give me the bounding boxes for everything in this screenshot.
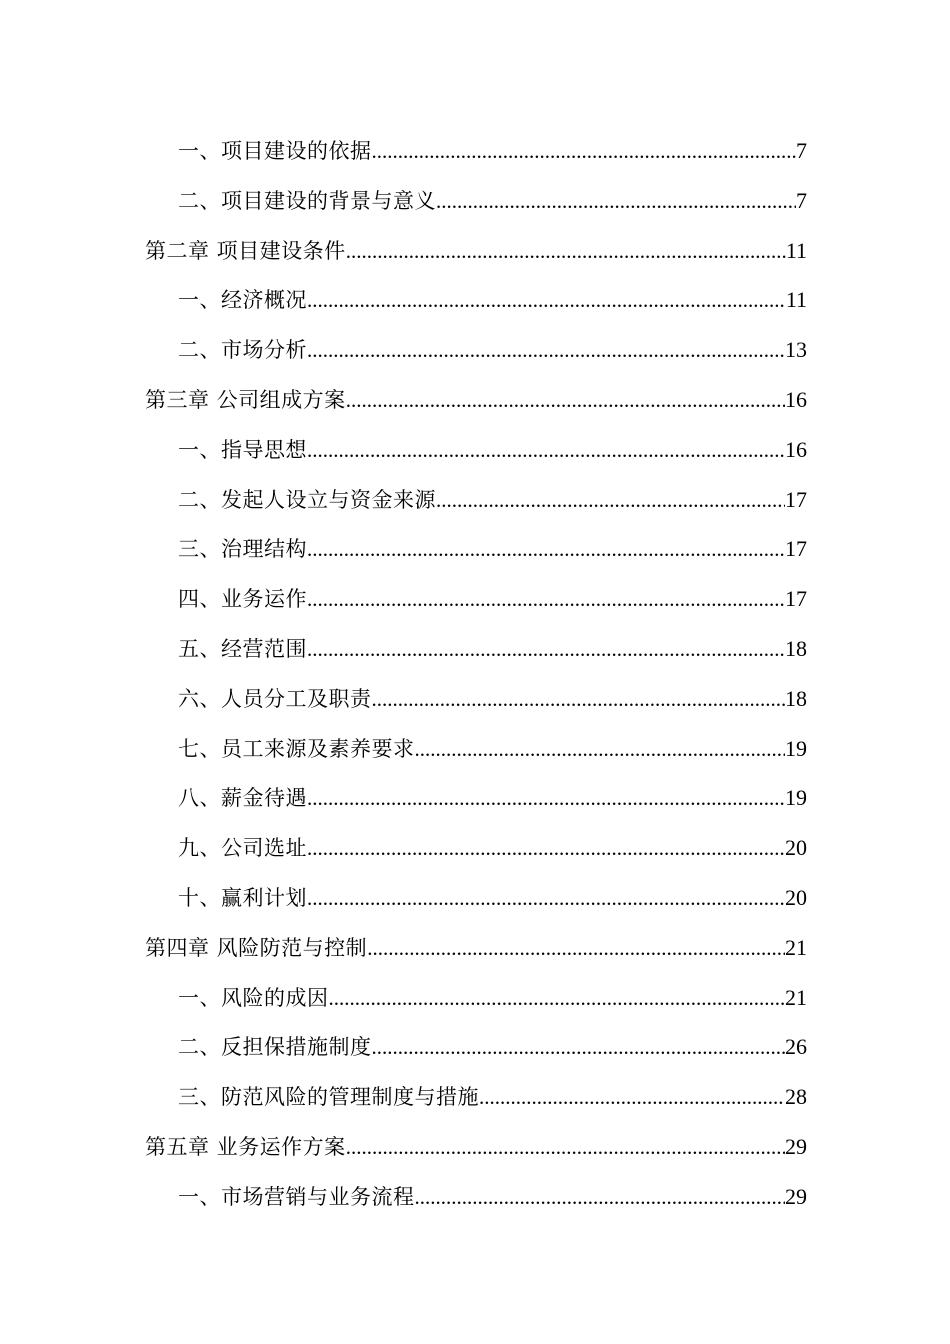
toc-entry-title: 第三章 公司组成方案 — [145, 387, 346, 412]
toc-entry-page: 26 — [785, 1034, 807, 1060]
toc-entry[interactable] — [145, 674, 807, 724]
toc-entry-page: 19 — [785, 735, 807, 761]
toc-entry[interactable] — [145, 1122, 807, 1172]
toc-entry[interactable] — [145, 624, 807, 674]
toc-entry-page: 16 — [785, 386, 807, 412]
toc-entry[interactable] — [145, 524, 807, 574]
toc-entry-title: 第二章 项目建设条件 — [145, 238, 346, 263]
toc-entry[interactable] — [145, 724, 807, 774]
toc-leader-dots — [436, 177, 796, 227]
toc-entry[interactable] — [145, 126, 807, 176]
toc-entry-page: 16 — [785, 436, 807, 462]
toc-entry-page: 21 — [785, 984, 807, 1010]
toc-entry[interactable] — [145, 1072, 807, 1122]
toc-leader-dots — [307, 625, 785, 675]
toc-entry[interactable] — [145, 226, 807, 276]
toc-entry-title: 四、业务运作 — [178, 587, 307, 612]
toc-entry[interactable] — [145, 425, 807, 475]
toc-entry-title: 三、防范风险的管理制度与措施 — [178, 1085, 479, 1110]
toc-entry-page: 11 — [785, 237, 807, 263]
toc-entry[interactable] — [145, 475, 807, 525]
toc-entry-page: 28 — [785, 1084, 807, 1110]
toc-entry-page: 7 — [796, 138, 807, 163]
toc-entry-page: 13 — [785, 337, 807, 363]
toc-entry-title: 十、赢利计划 — [178, 885, 307, 910]
toc-leader-dots — [479, 1073, 785, 1123]
toc-leader-dots — [307, 774, 785, 824]
toc-entry[interactable] — [145, 375, 807, 425]
toc-leader-dots — [367, 924, 785, 974]
toc-entry[interactable] — [145, 873, 807, 923]
toc-leader-dots — [346, 227, 786, 277]
toc-entry-title: 七、员工来源及素养要求 — [178, 736, 415, 761]
toc-entry-page: 17 — [785, 586, 807, 612]
toc-entry-page: 21 — [785, 934, 807, 960]
toc-leader-dots — [307, 326, 785, 376]
toc-entry-title: 第四章 风险防范与控制 — [145, 935, 368, 960]
toc-leader-dots — [415, 725, 786, 775]
toc-leader-dots — [307, 276, 786, 326]
toc-entry-page: 20 — [785, 884, 807, 910]
toc-entry-page: 20 — [785, 835, 807, 861]
toc-entry-title: 二、项目建设的背景与意义 — [178, 188, 436, 213]
toc-entry-page: 18 — [785, 685, 807, 711]
toc-entry[interactable] — [145, 1022, 807, 1072]
toc-leader-dots — [329, 974, 786, 1024]
toc-entry[interactable] — [145, 325, 807, 375]
toc-entry-page: 7 — [796, 187, 807, 213]
toc-entry-page: 29 — [785, 1133, 807, 1159]
toc-entry-title: 八、薪金待遇 — [178, 786, 307, 811]
toc-leader-dots — [372, 1023, 786, 1073]
toc-entry-page: 29 — [785, 1183, 807, 1209]
toc-leader-dots — [307, 525, 785, 575]
toc-entry-title: 五、经营范围 — [178, 636, 307, 661]
toc-entry[interactable] — [145, 923, 807, 973]
toc-entry[interactable] — [145, 773, 807, 823]
toc-entry-page: 17 — [785, 536, 807, 562]
toc-entry-title: 二、市场分析 — [178, 338, 307, 363]
toc-leader-dots — [307, 426, 785, 476]
toc-leader-dots — [307, 575, 785, 625]
table-of-contents — [145, 126, 807, 1222]
toc-leader-dots — [307, 874, 785, 924]
toc-leader-dots — [415, 1173, 786, 1223]
toc-leader-dots — [372, 675, 786, 725]
toc-leader-dots — [346, 376, 785, 426]
toc-entry-title: 第五章 业务运作方案 — [145, 1134, 346, 1159]
toc-entry-title: 一、风险的成因 — [178, 985, 329, 1010]
toc-entry[interactable] — [145, 973, 807, 1023]
toc-entry-title: 一、项目建设的依据 — [178, 139, 372, 163]
toc-entry-page: 18 — [785, 635, 807, 661]
toc-leader-dots — [372, 127, 797, 177]
toc-entry-title: 九、公司选址 — [178, 836, 307, 861]
toc-entry-title: 二、发起人设立与资金来源 — [178, 487, 436, 512]
toc-leader-dots — [346, 1123, 785, 1173]
toc-entry-title: 六、人员分工及职责 — [178, 686, 372, 711]
toc-entry[interactable] — [145, 823, 807, 873]
toc-leader-dots — [307, 824, 785, 874]
toc-entry[interactable] — [145, 176, 807, 226]
toc-entry-page: 19 — [785, 785, 807, 811]
toc-entry-title: 三、治理结构 — [178, 537, 307, 562]
toc-entry[interactable] — [145, 1172, 807, 1222]
toc-entry-title: 一、市场营销与业务流程 — [178, 1184, 415, 1209]
toc-entry-page: 11 — [785, 287, 807, 313]
toc-leader-dots — [436, 476, 785, 526]
toc-entry-title: 二、反担保措施制度 — [178, 1035, 372, 1060]
toc-entry-page: 17 — [785, 486, 807, 512]
toc-entry[interactable] — [145, 574, 807, 624]
toc-entry-title: 一、经济概况 — [178, 288, 307, 313]
toc-entry[interactable] — [145, 275, 807, 325]
toc-entry-title: 一、指导思想 — [178, 437, 307, 462]
